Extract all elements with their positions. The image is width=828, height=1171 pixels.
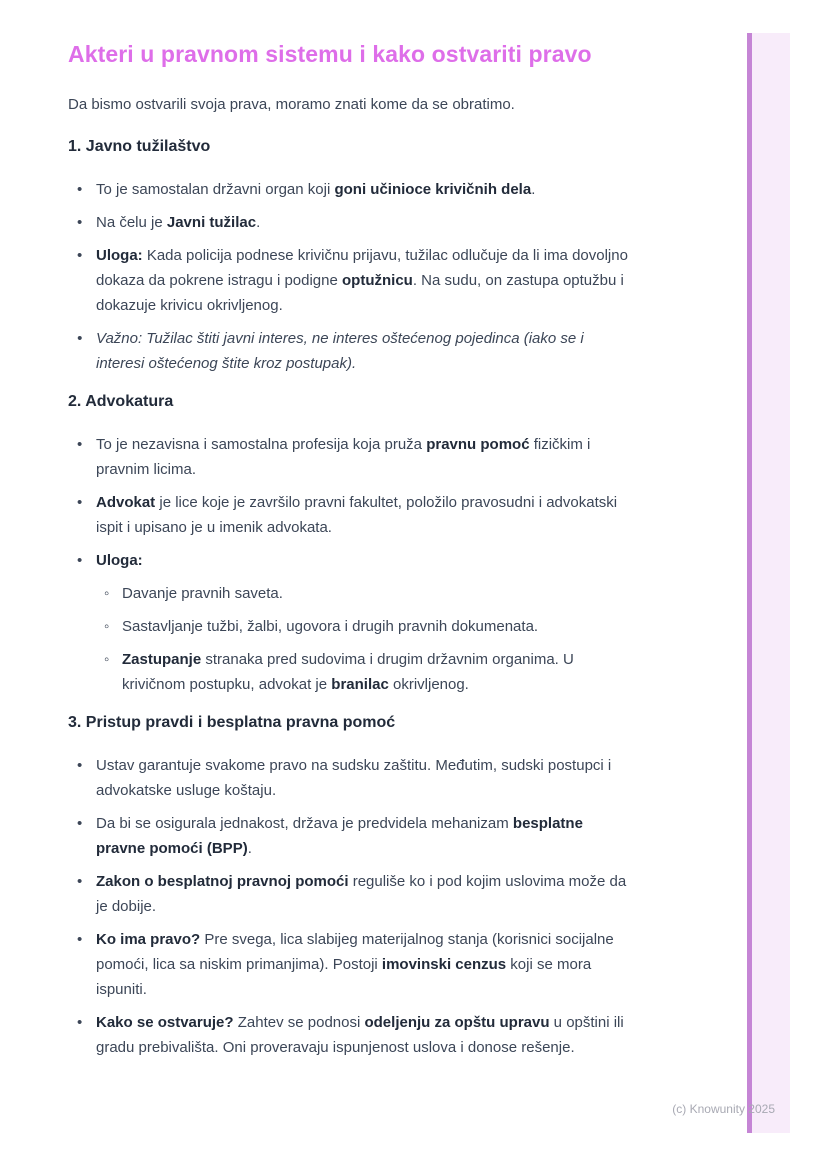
bullet-item [68,811,630,861]
section-heading-1: 1. Javno tužilaštvo [68,138,211,155]
copyright-watermark: (c) Knowunity 2025 [672,1102,775,1116]
text-segment: u opštini ili gradu prebivališta. Oni proveravaju ispunjenost uslova i donose rešenje. [96,1014,624,1056]
bullet-item [68,432,630,482]
text-segment: Važno: Tužilac štiti javni interes, ne interes oštećenog pojedinca (iako se i interesi oštećenog štite kroz postupak). [96,330,584,372]
section-heading-3: 3. Pristup pravdi i besplatna pravna pomoć [68,714,396,731]
page-title: Akteri u pravnom sistemu i kako ostvariti pravo [68,41,592,67]
text-segment: fizičkim i pravnim licima. [96,436,591,478]
bullet-item [68,548,630,697]
bullet-item [68,243,630,318]
text-segment: Da bi se osigurala jednakost, država je predvidela mehanizam [96,815,513,832]
bullet-item [68,177,630,202]
text-segment: koji se mora ispuniti. [96,956,592,998]
text-segment-bold: odeljenju za opštu upravu [364,1014,550,1031]
text-segment-bold: besplatne pravne pomoći (BPP) [96,815,583,857]
text-segment-bold: Uloga: [96,552,143,569]
text-segment-bold: Advokat [96,494,156,511]
text-segment-bold: optužnicu [342,272,413,289]
sub-bullet-list [96,581,630,697]
text-segment: To je nezavisna i samostalna profesija koja pruža [96,436,427,453]
text-segment: Davanje pravnih saveta. [122,585,283,602]
bullet-list [68,432,630,697]
section-heading-2: 2. Advokatura [68,393,174,410]
text-segment-bold: goni učinioce krivičnih dela [334,181,532,198]
text-segment: . [531,181,536,198]
text-segment: je lice koje je završilo pravni fakultet, položilo pravosudni i advokatski ispit i upisano je u imenik advokata. [96,494,618,536]
text-segment: Pre svega, lica slabijeg materijalnog stanja (korisnici socijalne pomoći, lica sa niskim primanjima). Postoji [96,931,614,973]
sub-bullet-item [96,581,630,606]
bullet-list [68,177,630,376]
bullet-item [68,927,630,1002]
text-segment: stranaka pred sudovima i drugim državnim organima. U krivičnom postupku, advokat je [122,651,574,693]
text-segment-bold: pravnu pomoć [426,436,530,453]
document-content [68,40,630,1074]
text-segment-bold: Ko ima pravo? [96,931,201,948]
text-segment: . [256,214,261,231]
bullet-list [68,753,630,1060]
text-segment: Na čelu je [96,214,167,231]
right-accent-stripe [747,33,790,1133]
text-segment-bold: branilac [331,676,389,693]
text-segment: Sastavljanje tužbi, žalbi, ugovora i drugih pravnih dokumenata. [122,618,539,635]
bullet-item [68,869,630,919]
bullet-item [68,490,630,540]
text-segment-bold: Zastupanje [122,651,202,668]
bullet-item [68,326,630,376]
text-segment: okrivljenog. [388,676,469,693]
text-segment-bold: Zakon o besplatnoj pravnoj pomoći [96,873,349,890]
text-segment: . Na sudu, on zastupa optužbu i dokazuje krivicu okrivljenog. [96,272,624,314]
sections [68,137,630,1060]
text-segment: Kada policija podnese krivičnu prijavu, tužilac odlučuje da li ima dovoljno dokaza da pokrene istragu i podigne [96,247,628,289]
text-segment: To je samostalan državni organ koji [96,181,335,198]
sub-bullet-item [96,647,630,697]
text-segment: Zahtev se podnosi [233,1014,365,1031]
text-segment-bold: Javni tužilac [166,214,257,231]
text-segment-bold: Kako se ostvaruje? [96,1014,234,1031]
text-segment: . [247,840,252,857]
text-segment-bold: imovinski cenzus [381,956,507,973]
bullet-item [68,210,630,235]
text-segment: reguliše ko i pod kojim uslovima može da je dobije. [96,873,627,915]
text-segment-bold: Uloga: [96,247,143,264]
bullet-item [68,753,630,803]
intro-paragraph: Da bismo ostvarili svoja prava, moramo znati kome da se obratimo. [68,96,515,113]
text-segment: Ustav garantuje svakome pravo na sudsku zaštitu. Međutim, sudski postupci i advokatske usluge koštaju. [96,757,612,799]
bullet-item [68,1010,630,1060]
sub-bullet-item [96,614,630,639]
